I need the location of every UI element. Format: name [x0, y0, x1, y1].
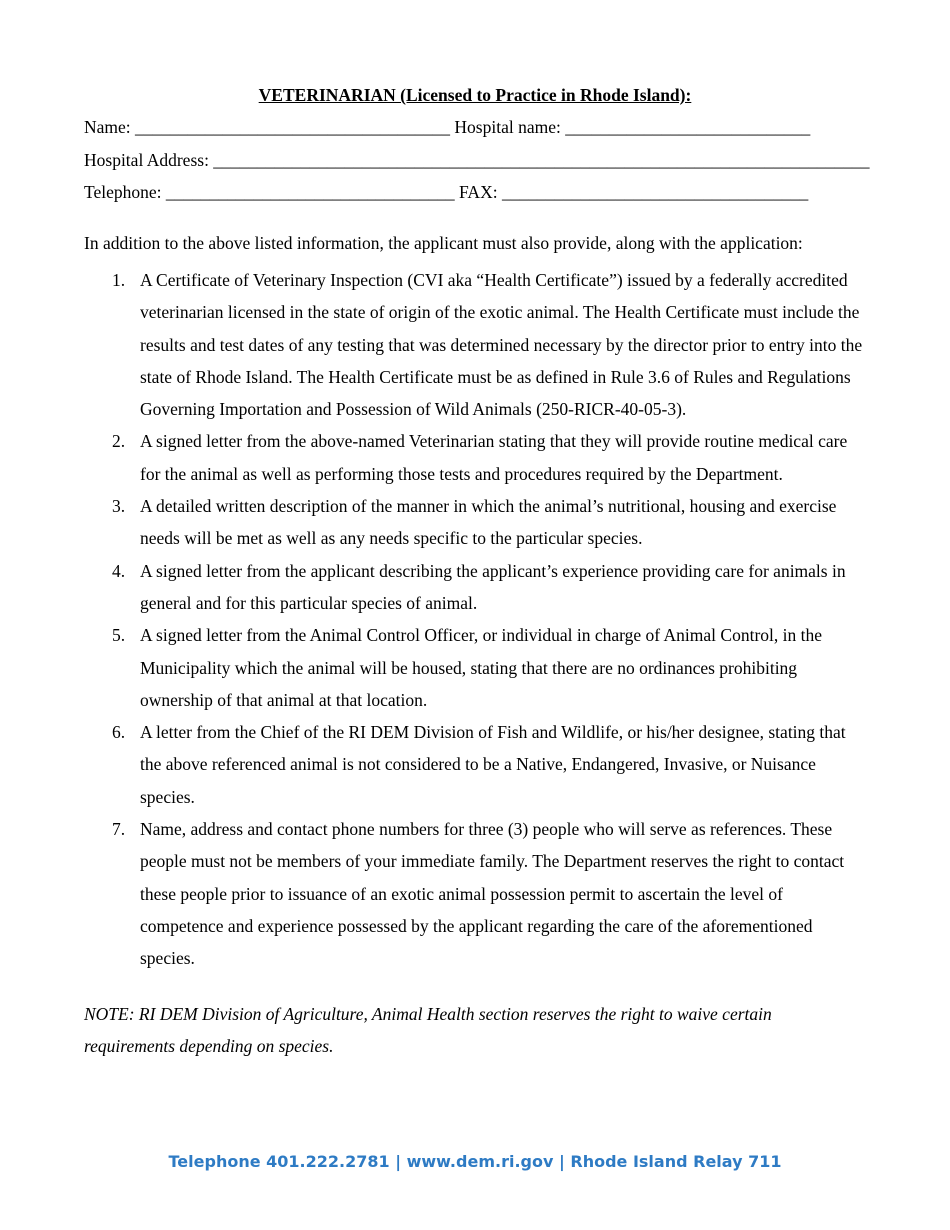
list-item-number: 4.	[112, 560, 126, 581]
list-item-text: A letter from the Chief of the RI DEM Division of Fish and Wildlife, or his/her designee, stating that the above referenced animal is not considered to be a Native, Endangered, Invasive, or Nuisance species.	[140, 722, 846, 807]
list-item-text: A signed letter from the Animal Control Officer, or individual in charge of Animal Control, in the Municipality which the animal will be housed, stating that there are no ordinances prohibiting ownership of that animal at that location.	[140, 625, 822, 710]
list-item-number: 1.	[112, 270, 126, 290]
vet-name-hospital-field: Name: ____________________________________ Hospital name: ____________________________	[84, 117, 811, 137]
list-item	[84, 425, 866, 490]
veterinarian-section-title: VETERINARIAN (Licensed to Practice in Rhode Island):	[258, 85, 692, 105]
list-item	[84, 813, 866, 974]
requirements-list	[84, 264, 866, 975]
list-item-text: A Certificate of Veterinary Inspection (CVI aka “Health Certificate”) issued by a federally accredited veterinarian licensed in the state of origin of the exotic animal. The Health Certificate must include the results and test dates of any testing that was determined necessary by the director prior to entry into the state of Rhode Island. The Health Certificate must be as defined in Rule 3.6 of Rules and Regulations Governing Importation and Possession of Wild Animals (250-RICR-40-05-3).	[140, 270, 863, 420]
hospital-address-field: Hospital Address: ___________________________________________________________________________	[84, 150, 870, 170]
list-item	[84, 716, 866, 813]
list-item-number: 6.	[112, 722, 126, 743]
list-item-number: 5.	[112, 625, 126, 646]
footer-contact: Telephone 401.222.2781 | www.dem.ri.gov | Rhode Island Relay 711	[168, 1152, 782, 1171]
intro-paragraph: In addition to the above listed information, the applicant must also provide, along with the application:	[84, 233, 803, 253]
list-item-text: A signed letter from the above-named Veterinarian stating that they will provide routine medical care for the animal as well as performing those tests and procedures required by the Department.	[140, 431, 848, 484]
list-item-number: 2.	[112, 431, 126, 452]
list-item	[84, 264, 866, 425]
list-item	[84, 490, 866, 555]
note-paragraph: NOTE: RI DEM Division of Agriculture, Animal Health section reserves the right to waive certain requirements depending on species.	[84, 1004, 772, 1057]
list-item-text: A detailed written description of the manner in which the animal’s nutritional, housing and exercise needs will be met as well as any needs specific to the particular species.	[140, 496, 837, 549]
list-item-text: Name, address and contact phone numbers for three (3) people who will serve as references. These people must not be members of your immediate family. The Department reserves the right to contact these people prior to issuance of an exotic animal possession permit to ascertain the level of competence and experience possessed by the applicant regarding the care of the aforementioned species.	[140, 819, 845, 969]
list-item-number: 7.	[112, 819, 126, 840]
telephone-fax-field: Telephone: _________________________________ FAX: ___________________________________	[84, 182, 809, 202]
list-item-number: 3.	[112, 496, 126, 517]
list-item	[84, 555, 866, 620]
list-item	[84, 619, 866, 716]
list-item-text: A signed letter from the applicant describing the applicant’s experience providing care for animals in general and for this particular species of animal.	[140, 560, 846, 613]
